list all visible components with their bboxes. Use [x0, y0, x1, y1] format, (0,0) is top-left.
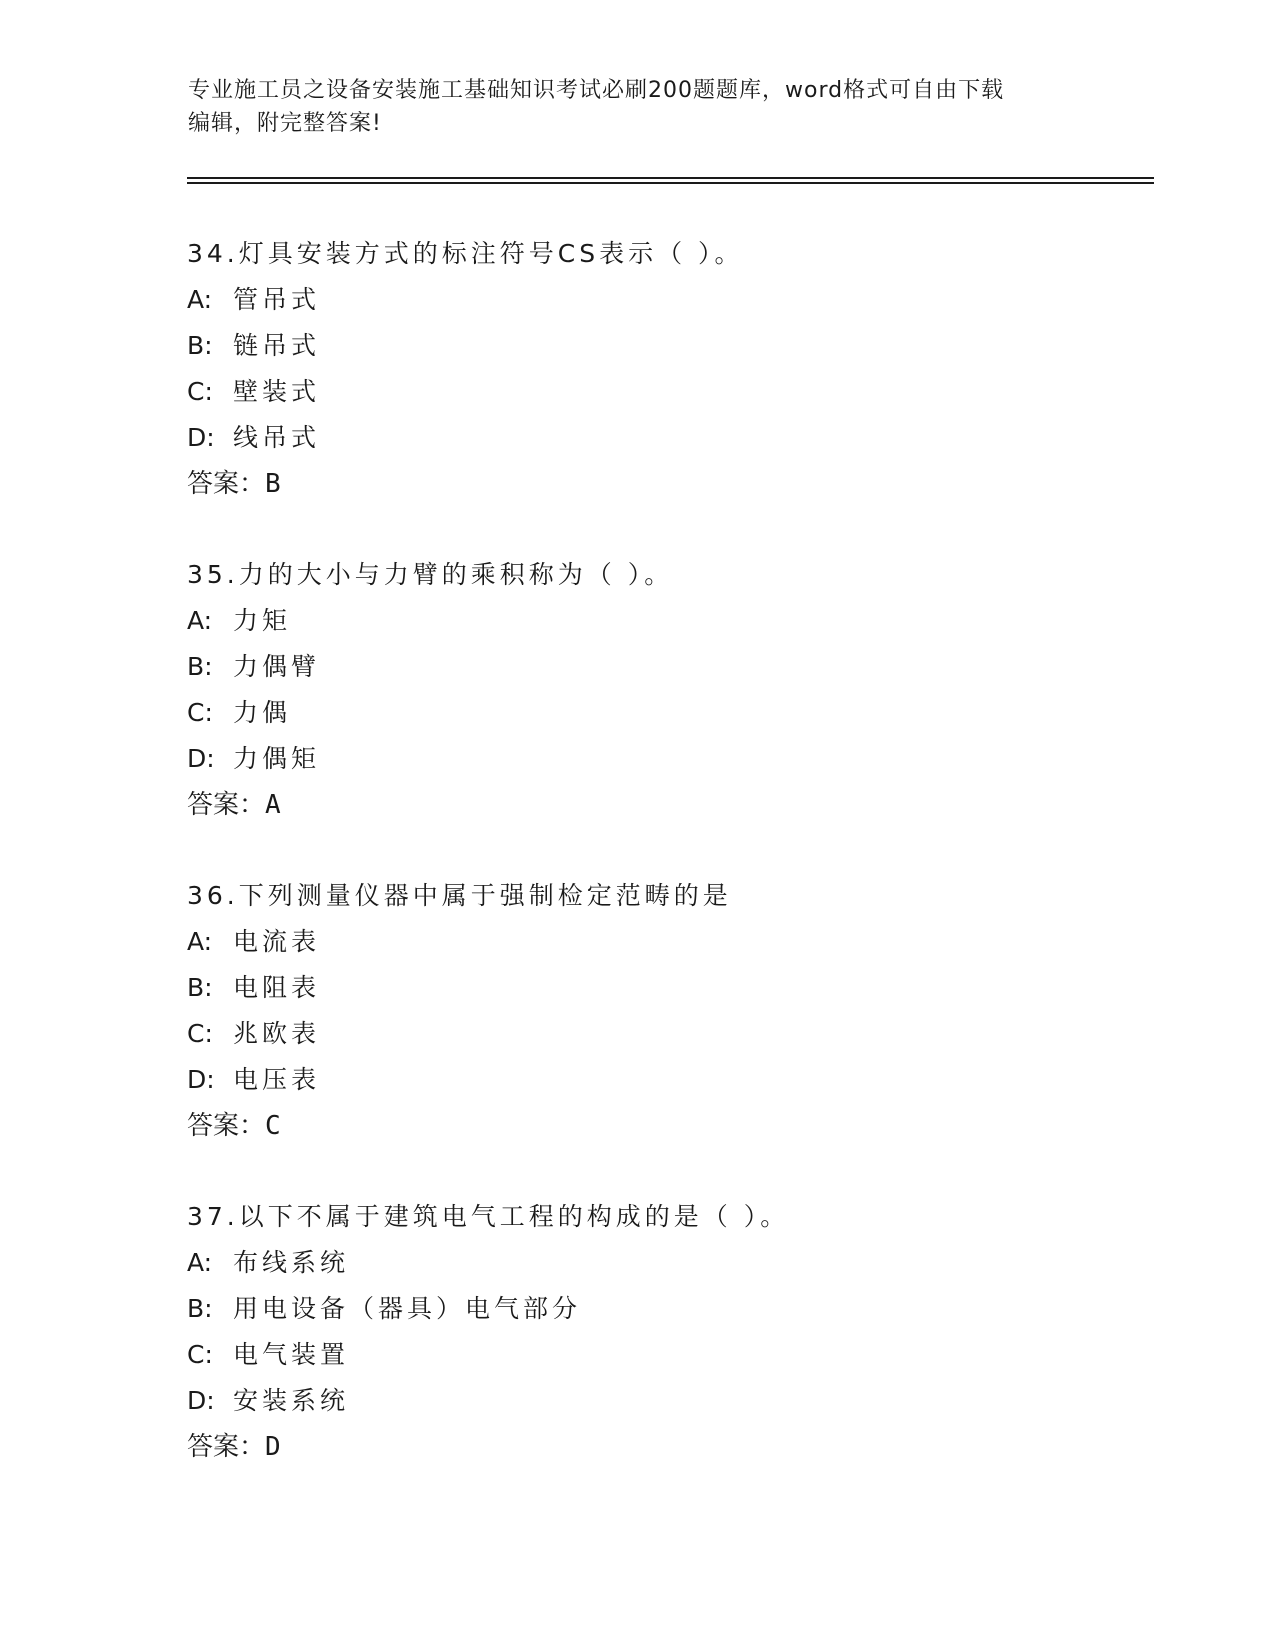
- option-text: 管吊式: [233, 285, 321, 314]
- option-c: [187, 690, 1087, 736]
- option-text: 电阻表: [233, 973, 321, 1002]
- option-b: [187, 323, 1087, 369]
- question-34: [187, 231, 1087, 507]
- option-c: [187, 1011, 1087, 1057]
- answer-line: [187, 1424, 1087, 1470]
- option-letter: C:: [187, 1340, 213, 1369]
- answer-value: B: [265, 469, 281, 499]
- question-stem: 37.以下不属于建筑电气工程的构成的是（ ）。: [187, 1202, 790, 1231]
- option-letter: A:: [187, 927, 213, 956]
- answer-line: [187, 1103, 1087, 1149]
- option-b: [187, 965, 1087, 1011]
- option-letter: A:: [187, 285, 213, 314]
- option-a: [187, 598, 1087, 644]
- option-letter: D:: [187, 1386, 215, 1415]
- answer-value: C: [265, 1111, 281, 1141]
- header-line-2: 编辑，附完整答案!: [188, 111, 382, 136]
- option-d: [187, 736, 1087, 782]
- option-a: [187, 277, 1087, 323]
- answer-label: 答案：: [187, 469, 266, 499]
- option-letter: B:: [187, 331, 213, 360]
- option-c: [187, 369, 1087, 415]
- question-stem: 36.下列测量仪器中属于强制检定范畴的是: [187, 881, 732, 910]
- option-letter: D:: [187, 423, 215, 452]
- option-letter: A:: [187, 1248, 213, 1277]
- answer-label: 答案：: [187, 1432, 266, 1462]
- question-stem: 34.灯具安装方式的标注符号CS表示（ ）。: [187, 239, 744, 268]
- option-d: [187, 1378, 1087, 1424]
- option-text: 安装系统: [233, 1386, 350, 1415]
- answer-label: 答案：: [187, 790, 266, 820]
- option-letter: C:: [187, 1019, 213, 1048]
- option-letter: A:: [187, 606, 213, 635]
- option-text: 电流表: [233, 927, 321, 956]
- answer-label: 答案：: [187, 1111, 266, 1141]
- header-line-1: 专业施工员之设备安装施工基础知识考试必刷200题题库，word格式可自由下载: [188, 78, 1005, 103]
- option-text: 力偶: [233, 698, 292, 727]
- option-letter: B:: [187, 973, 213, 1002]
- option-a: [187, 1240, 1087, 1286]
- header-divider-top: [187, 177, 1154, 179]
- answer-line: [187, 461, 1087, 507]
- option-a: [187, 919, 1087, 965]
- option-b: [187, 1286, 1087, 1332]
- option-text: 力矩: [233, 606, 292, 635]
- answer-value: D: [265, 1432, 281, 1462]
- option-text: 兆欧表: [233, 1019, 321, 1048]
- document-header: [188, 74, 1088, 140]
- option-b: [187, 644, 1087, 690]
- option-d: [187, 415, 1087, 461]
- option-letter: B:: [187, 1294, 213, 1323]
- answer-line: [187, 782, 1087, 828]
- option-text: 电气装置: [233, 1340, 350, 1369]
- option-text: 布线系统: [233, 1248, 350, 1277]
- option-text: 电压表: [233, 1065, 321, 1094]
- question-37: [187, 1194, 1087, 1470]
- question-35: [187, 552, 1087, 828]
- answer-value: A: [265, 790, 281, 820]
- option-letter: D:: [187, 1065, 215, 1094]
- option-text: 用电设备（器具）电气部分: [233, 1294, 582, 1323]
- question-stem: 35.力的大小与力臂的乘积称为（ ）。: [187, 560, 674, 589]
- header-divider-bottom: [187, 182, 1154, 184]
- option-letter: D:: [187, 744, 215, 773]
- option-c: [187, 1332, 1087, 1378]
- option-text: 线吊式: [233, 423, 321, 452]
- option-d: [187, 1057, 1087, 1103]
- option-letter: B:: [187, 652, 213, 681]
- option-text: 力偶矩: [233, 744, 321, 773]
- option-text: 壁装式: [233, 377, 321, 406]
- option-letter: C:: [187, 377, 213, 406]
- option-text: 力偶臂: [233, 652, 321, 681]
- option-letter: C:: [187, 698, 213, 727]
- question-36: [187, 873, 1087, 1149]
- option-text: 链吊式: [233, 331, 321, 360]
